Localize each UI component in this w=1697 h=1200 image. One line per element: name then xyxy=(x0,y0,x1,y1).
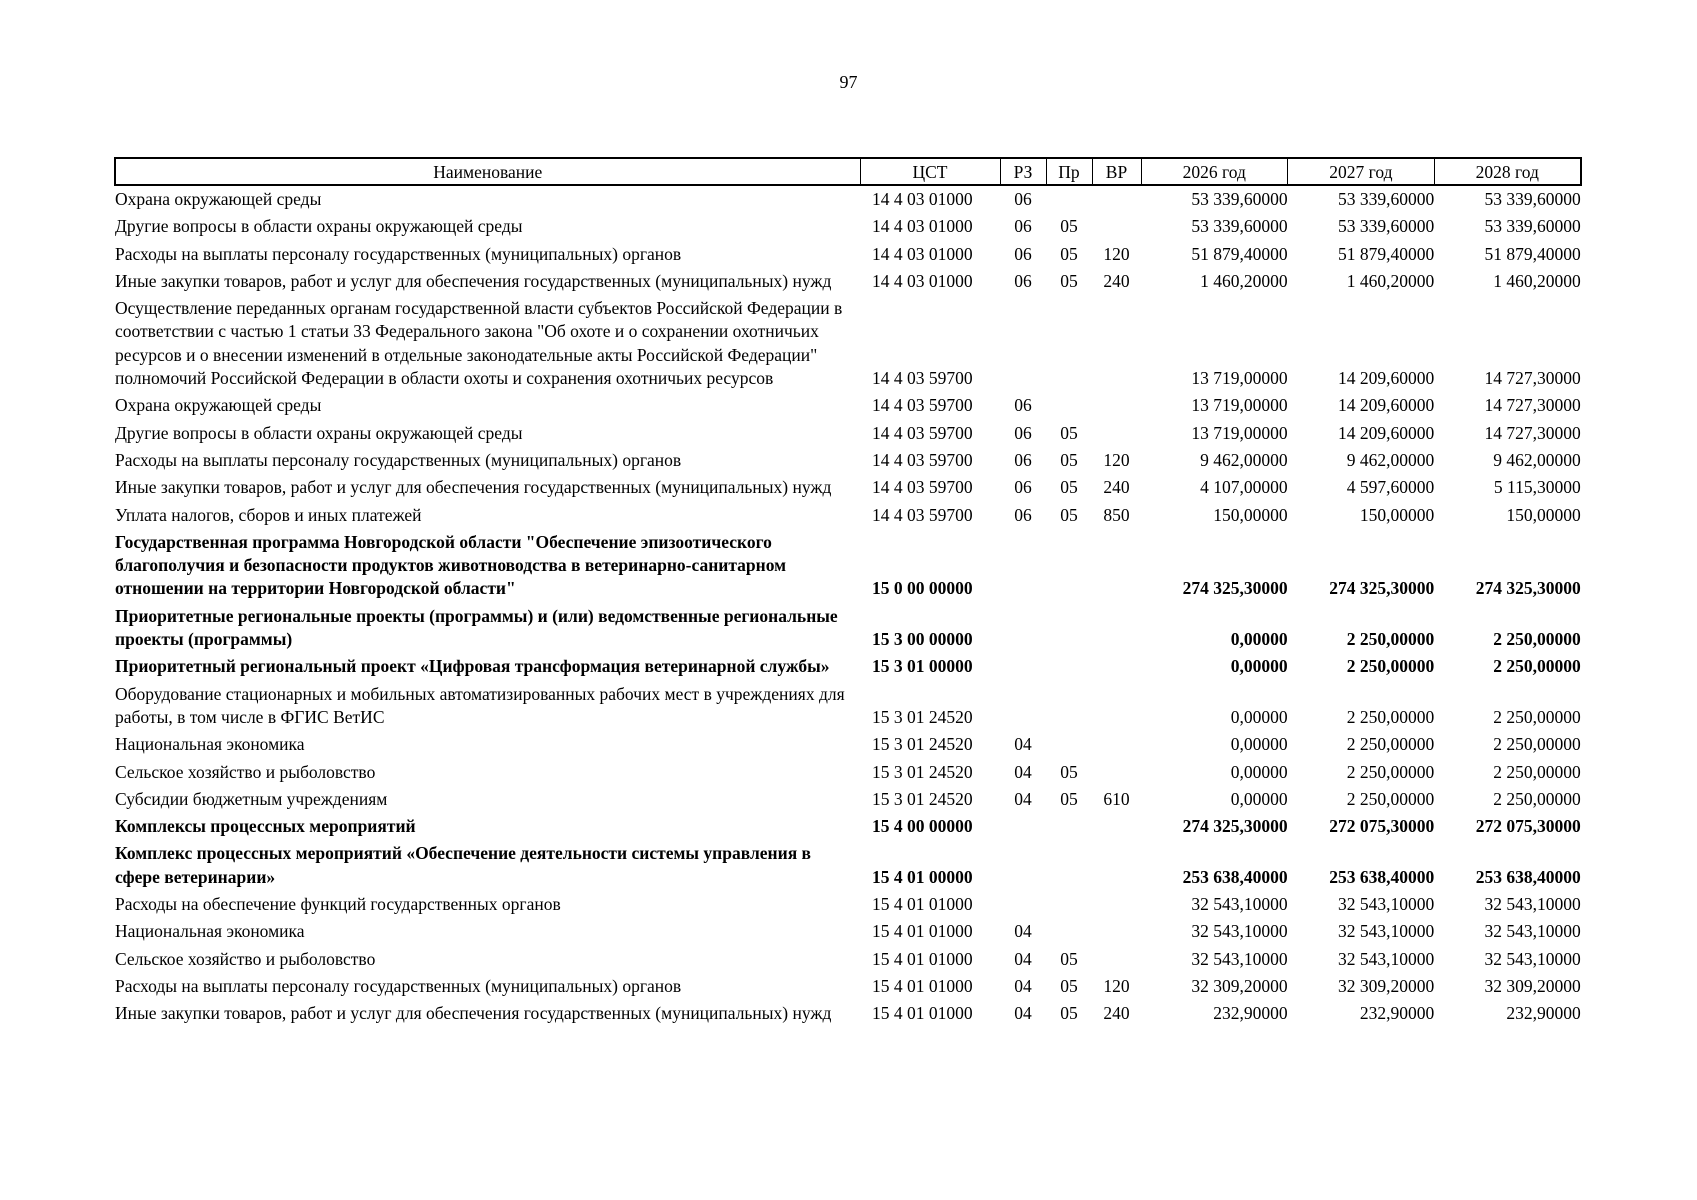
table-row xyxy=(115,759,1581,786)
cell-rz: 06 xyxy=(1014,395,1032,416)
cell-y2027: 32 543,10000 xyxy=(1337,948,1435,969)
cell-y2027: 51 879,40000 xyxy=(1337,243,1435,264)
cell-rz xyxy=(1000,813,1046,840)
table-row xyxy=(115,946,1581,973)
cell-pr: 05 xyxy=(1060,948,1078,969)
header-2027: 2027 год xyxy=(1288,158,1435,185)
cell-y2026: 0,00000 xyxy=(1230,761,1288,782)
cell-vr: 120 xyxy=(1103,243,1130,264)
cell-cst: 15 4 01 01000 xyxy=(872,975,973,996)
cell-y2027: 14 209,60000 xyxy=(1337,422,1435,443)
cell-y2027: 32 309,20000 xyxy=(1337,975,1435,996)
cell-y2027: 2 250,00000 xyxy=(1346,629,1435,650)
cell-vr xyxy=(1092,759,1141,786)
cell-y2027: 2 250,00000 xyxy=(1346,734,1435,755)
cell-cst: 15 4 01 01000 xyxy=(872,1003,973,1024)
table-row xyxy=(115,392,1581,419)
cell-cst: 14 4 03 59700 xyxy=(872,477,973,498)
cell-rz: 04 xyxy=(1014,788,1032,809)
cell-vr: 120 xyxy=(1103,975,1130,996)
table-row xyxy=(115,973,1581,1000)
cell-y2027: 272 075,30000 xyxy=(1329,816,1435,837)
cell-y2027: 14 209,60000 xyxy=(1337,395,1435,416)
cell-y2026: 53 339,60000 xyxy=(1191,189,1288,209)
cell-y2028: 14 727,30000 xyxy=(1484,368,1581,389)
cell-y2027: 2 250,00000 xyxy=(1346,761,1435,782)
cell-name: Осуществление переданных органам государственной власти субъектов Российской Федерации в соответствии с частью 1 статьи 33 Федерального закона "Об охоте и о сохранении охотничьих ресурсов и о внесении изменений в отдельные законодательные акты Российской Федерации" полномочий Российской Федерации в области охоты и сохранения охотничьих ресурсов xyxy=(115,298,843,389)
cell-cst: 14 4 03 59700 xyxy=(872,368,973,389)
cell-cst: 14 4 03 01000 xyxy=(872,189,973,209)
cell-cst: 15 4 01 01000 xyxy=(872,948,973,969)
cell-rz: 06 xyxy=(1014,270,1032,291)
cell-y2026: 32 543,10000 xyxy=(1191,894,1288,915)
cell-name: Комплекс процессных мероприятий «Обеспечение деятельности системы управления в сфере ветеринарии» xyxy=(115,843,812,887)
cell-pr xyxy=(1046,529,1092,603)
table-row xyxy=(115,918,1581,945)
cell-name: Национальная экономика xyxy=(115,734,305,755)
cell-vr xyxy=(1092,731,1141,758)
cell-rz xyxy=(1000,681,1046,732)
cell-y2028: 272 075,30000 xyxy=(1475,816,1581,837)
cell-y2026: 253 638,40000 xyxy=(1182,866,1288,887)
cell-rz: 06 xyxy=(1014,422,1032,443)
header-name: Наименование xyxy=(115,158,860,185)
header-2028: 2028 год xyxy=(1434,158,1581,185)
cell-y2028: 2 250,00000 xyxy=(1493,629,1581,650)
cell-y2027: 53 339,60000 xyxy=(1337,216,1435,237)
cell-y2026: 0,00000 xyxy=(1230,706,1288,727)
cell-cst: 14 4 03 59700 xyxy=(872,504,973,525)
cell-name: Приоритетные региональные проекты (программы) и (или) ведомственные региональные проекты (программы) xyxy=(115,605,838,650)
cell-y2027: 253 638,40000 xyxy=(1329,866,1435,887)
cell-y2026: 232,90000 xyxy=(1213,1003,1288,1024)
cell-cst: 14 4 03 01000 xyxy=(872,216,973,237)
cell-name: Иные закупки товаров, работ и услуг для обеспечения государственных (муниципальных) нужд xyxy=(115,270,832,291)
cell-y2026: 0,00000 xyxy=(1230,788,1288,809)
cell-name: Оборудование стационарных и мобильных автоматизированных рабочих мест в учреждениях для работы, в том числе в ФГИС ВетИС xyxy=(115,683,845,727)
cell-y2027: 2 250,00000 xyxy=(1346,788,1435,809)
cell-y2028: 32 309,20000 xyxy=(1484,975,1581,996)
table-row xyxy=(115,502,1581,529)
cell-y2027: 32 543,10000 xyxy=(1337,894,1435,915)
cell-cst: 15 4 00 00000 xyxy=(872,816,973,837)
cell-y2026: 0,00000 xyxy=(1230,734,1288,755)
table-row xyxy=(115,529,1581,603)
cell-name: Уплата налогов, сборов и иных платежей xyxy=(115,504,422,525)
table-row xyxy=(115,731,1581,758)
cell-cst: 15 3 01 24520 xyxy=(872,706,973,727)
cell-rz: 04 xyxy=(1014,975,1032,996)
header-pr: Пр xyxy=(1046,158,1092,185)
cell-y2028: 5 115,30000 xyxy=(1493,477,1581,498)
cell-pr: 05 xyxy=(1060,1003,1078,1024)
table-row xyxy=(115,653,1581,680)
cell-y2026: 32 309,20000 xyxy=(1191,975,1288,996)
cell-cst: 14 4 03 01000 xyxy=(872,270,973,291)
cell-vr xyxy=(1092,891,1141,918)
cell-vr: 610 xyxy=(1103,788,1130,809)
cell-pr: 05 xyxy=(1060,243,1078,264)
cell-vr xyxy=(1092,392,1141,419)
header-rz: РЗ xyxy=(1000,158,1046,185)
cell-pr: 05 xyxy=(1060,216,1078,237)
cell-rz xyxy=(1000,653,1046,680)
cell-pr: 05 xyxy=(1060,449,1078,470)
cell-name: Расходы на выплаты персоналу государственных (муниципальных) органов xyxy=(115,243,682,264)
header-cst: ЦСТ xyxy=(860,158,1000,185)
cell-y2028: 53 339,60000 xyxy=(1484,189,1581,209)
table-body xyxy=(115,185,1581,1028)
cell-y2026: 13 719,00000 xyxy=(1191,422,1288,443)
cell-y2026: 13 719,00000 xyxy=(1191,368,1288,389)
cell-y2028: 14 727,30000 xyxy=(1484,395,1581,416)
cell-y2026: 13 719,00000 xyxy=(1191,395,1288,416)
cell-vr xyxy=(1092,185,1141,213)
cell-y2027: 53 339,60000 xyxy=(1337,189,1435,209)
cell-y2028: 2 250,00000 xyxy=(1493,788,1581,809)
cell-y2027: 150,00000 xyxy=(1359,504,1435,525)
cell-pr xyxy=(1046,840,1092,891)
cell-y2026: 1 460,20000 xyxy=(1200,270,1288,291)
cell-y2026: 9 462,00000 xyxy=(1200,449,1288,470)
cell-pr: 05 xyxy=(1060,270,1078,291)
table-row xyxy=(115,447,1581,474)
cell-y2027: 2 250,00000 xyxy=(1346,706,1435,727)
cell-rz xyxy=(1000,603,1046,654)
cell-pr xyxy=(1046,918,1092,945)
cell-pr: 05 xyxy=(1060,975,1078,996)
cell-vr xyxy=(1092,813,1141,840)
cell-y2027: 9 462,00000 xyxy=(1346,449,1435,470)
cell-vr xyxy=(1092,946,1141,973)
cell-cst: 15 3 01 24520 xyxy=(872,761,973,782)
cell-pr: 05 xyxy=(1060,477,1078,498)
table-row xyxy=(115,681,1581,732)
cell-vr xyxy=(1092,840,1141,891)
cell-vr xyxy=(1092,603,1141,654)
cell-y2027: 274 325,30000 xyxy=(1329,578,1435,599)
cell-y2027: 14 209,60000 xyxy=(1337,368,1435,389)
cell-cst: 15 4 01 00000 xyxy=(872,866,973,887)
cell-rz xyxy=(1000,840,1046,891)
cell-pr: 05 xyxy=(1060,761,1078,782)
cell-y2028: 253 638,40000 xyxy=(1475,866,1581,887)
cell-y2028: 9 462,00000 xyxy=(1493,449,1581,470)
cell-y2028: 150,00000 xyxy=(1506,504,1581,525)
cell-y2027: 32 543,10000 xyxy=(1337,921,1435,942)
table-row xyxy=(115,295,1581,392)
cell-y2027: 1 460,20000 xyxy=(1346,270,1435,291)
cell-y2026: 150,00000 xyxy=(1213,504,1288,525)
cell-name: Национальная экономика xyxy=(115,921,305,942)
cell-name: Охрана окружающей среды xyxy=(115,189,322,209)
cell-name: Комплексы процессных мероприятий xyxy=(115,816,416,837)
cell-pr: 05 xyxy=(1060,422,1078,443)
cell-vr xyxy=(1092,681,1141,732)
table-row xyxy=(115,268,1581,295)
cell-y2028: 2 250,00000 xyxy=(1493,656,1581,677)
cell-y2028: 2 250,00000 xyxy=(1493,734,1581,755)
table-row xyxy=(115,786,1581,813)
cell-cst: 15 4 01 01000 xyxy=(872,921,973,942)
cell-rz: 06 xyxy=(1014,477,1032,498)
header-2026: 2026 год xyxy=(1141,158,1288,185)
cell-vr xyxy=(1092,529,1141,603)
table-row xyxy=(115,241,1581,268)
cell-y2028: 32 543,10000 xyxy=(1484,921,1581,942)
cell-pr: 05 xyxy=(1060,788,1078,809)
cell-name: Другие вопросы в области охраны окружающей среды xyxy=(115,422,523,443)
cell-vr xyxy=(1092,918,1141,945)
cell-y2026: 53 339,60000 xyxy=(1191,216,1288,237)
table-row xyxy=(115,420,1581,447)
cell-rz: 06 xyxy=(1014,189,1032,209)
header-vr: ВР xyxy=(1092,158,1141,185)
cell-y2028: 32 543,10000 xyxy=(1484,894,1581,915)
cell-vr xyxy=(1092,213,1141,240)
table-row xyxy=(115,1000,1581,1027)
cell-rz: 04 xyxy=(1014,921,1032,942)
cell-y2026: 51 879,40000 xyxy=(1191,243,1288,264)
cell-y2026: 0,00000 xyxy=(1230,629,1288,650)
cell-y2027: 232,90000 xyxy=(1359,1003,1435,1024)
cell-rz: 06 xyxy=(1014,243,1032,264)
table-row xyxy=(115,891,1581,918)
cell-rz: 04 xyxy=(1014,1003,1032,1024)
cell-rz xyxy=(1000,891,1046,918)
cell-y2028: 232,90000 xyxy=(1506,1003,1581,1024)
cell-vr xyxy=(1092,295,1141,392)
cell-y2028: 51 879,40000 xyxy=(1484,243,1581,264)
cell-pr xyxy=(1046,185,1092,213)
cell-rz xyxy=(1000,295,1046,392)
cell-name: Охрана окружающей среды xyxy=(115,395,322,416)
cell-y2026: 274 325,30000 xyxy=(1182,578,1288,599)
cell-pr xyxy=(1046,891,1092,918)
cell-name: Приоритетный региональный проект «Цифровая трансформация ветеринарной службы» xyxy=(115,656,830,677)
cell-cst: 14 4 03 59700 xyxy=(872,395,973,416)
cell-vr: 240 xyxy=(1103,270,1130,291)
cell-vr: 240 xyxy=(1103,1003,1130,1024)
budget-table xyxy=(114,157,1582,1028)
table-row xyxy=(115,840,1581,891)
table-header xyxy=(115,158,1581,185)
cell-y2028: 1 460,20000 xyxy=(1493,270,1581,291)
cell-rz: 06 xyxy=(1014,216,1032,237)
cell-pr xyxy=(1046,392,1092,419)
cell-pr xyxy=(1046,653,1092,680)
cell-rz: 04 xyxy=(1014,734,1032,755)
cell-rz: 06 xyxy=(1014,449,1032,470)
cell-vr xyxy=(1092,653,1141,680)
cell-name: Субсидии бюджетным учреждениям xyxy=(115,788,388,809)
cell-cst: 15 3 01 00000 xyxy=(872,656,973,677)
cell-cst: 14 4 03 59700 xyxy=(872,449,973,470)
cell-cst: 15 4 01 01000 xyxy=(872,894,973,915)
cell-name: Расходы на выплаты персоналу государственных (муниципальных) органов xyxy=(115,975,682,996)
cell-y2028: 2 250,00000 xyxy=(1493,706,1581,727)
table-row xyxy=(115,813,1581,840)
cell-cst: 15 0 00 00000 xyxy=(872,578,973,599)
cell-vr xyxy=(1092,420,1141,447)
table-row xyxy=(115,185,1581,213)
cell-y2028: 53 339,60000 xyxy=(1484,216,1581,237)
cell-pr: 05 xyxy=(1060,504,1078,525)
cell-y2027: 4 597,60000 xyxy=(1346,477,1435,498)
cell-y2026: 32 543,10000 xyxy=(1191,948,1288,969)
cell-cst: 15 3 01 24520 xyxy=(872,788,973,809)
cell-y2026: 274 325,30000 xyxy=(1182,816,1288,837)
cell-y2026: 32 543,10000 xyxy=(1191,921,1288,942)
cell-name: Сельское хозяйство и рыболовство xyxy=(115,948,376,969)
cell-pr xyxy=(1046,813,1092,840)
cell-name: Государственная программа Новгородской области "Обеспечение эпизоотического благополучия и безопасности продуктов животноводства в ветеринарно-санитарном отношении на территории Новгородской области" xyxy=(115,531,787,599)
cell-rz xyxy=(1000,529,1046,603)
cell-name: Расходы на обеспечение функций государственных органов xyxy=(115,894,561,915)
cell-pr xyxy=(1046,681,1092,732)
cell-rz: 04 xyxy=(1014,761,1032,782)
cell-cst: 14 4 03 01000 xyxy=(872,243,973,264)
cell-pr xyxy=(1046,731,1092,758)
cell-y2028: 32 543,10000 xyxy=(1484,948,1581,969)
cell-name: Другие вопросы в области охраны окружающей среды xyxy=(115,216,523,237)
cell-cst: 15 3 01 24520 xyxy=(872,734,973,755)
cell-name: Иные закупки товаров, работ и услуг для обеспечения государственных (муниципальных) нужд xyxy=(115,1003,832,1024)
cell-pr xyxy=(1046,603,1092,654)
cell-vr: 850 xyxy=(1103,504,1130,525)
cell-vr: 240 xyxy=(1103,477,1130,498)
header-row xyxy=(115,158,1581,185)
cell-y2028: 14 727,30000 xyxy=(1484,422,1581,443)
cell-y2026: 4 107,00000 xyxy=(1200,477,1288,498)
cell-y2027: 2 250,00000 xyxy=(1346,656,1435,677)
table-row xyxy=(115,603,1581,654)
cell-y2028: 2 250,00000 xyxy=(1493,761,1581,782)
cell-y2026: 0,00000 xyxy=(1230,656,1288,677)
cell-pr xyxy=(1046,295,1092,392)
cell-y2028: 274 325,30000 xyxy=(1475,578,1581,599)
cell-rz: 06 xyxy=(1014,504,1032,525)
cell-name: Иные закупки товаров, работ и услуг для обеспечения государственных (муниципальных) нужд xyxy=(115,477,832,498)
cell-cst: 15 3 00 00000 xyxy=(872,629,973,650)
cell-vr: 120 xyxy=(1103,449,1130,470)
cell-rz: 04 xyxy=(1014,948,1032,969)
table-row xyxy=(115,474,1581,501)
cell-name: Расходы на выплаты персоналу государственных (муниципальных) органов xyxy=(115,449,682,470)
table-row xyxy=(115,213,1581,240)
page-number: 97 xyxy=(839,72,858,92)
cell-name: Сельское хозяйство и рыболовство xyxy=(115,761,376,782)
cell-cst: 14 4 03 59700 xyxy=(872,422,973,443)
